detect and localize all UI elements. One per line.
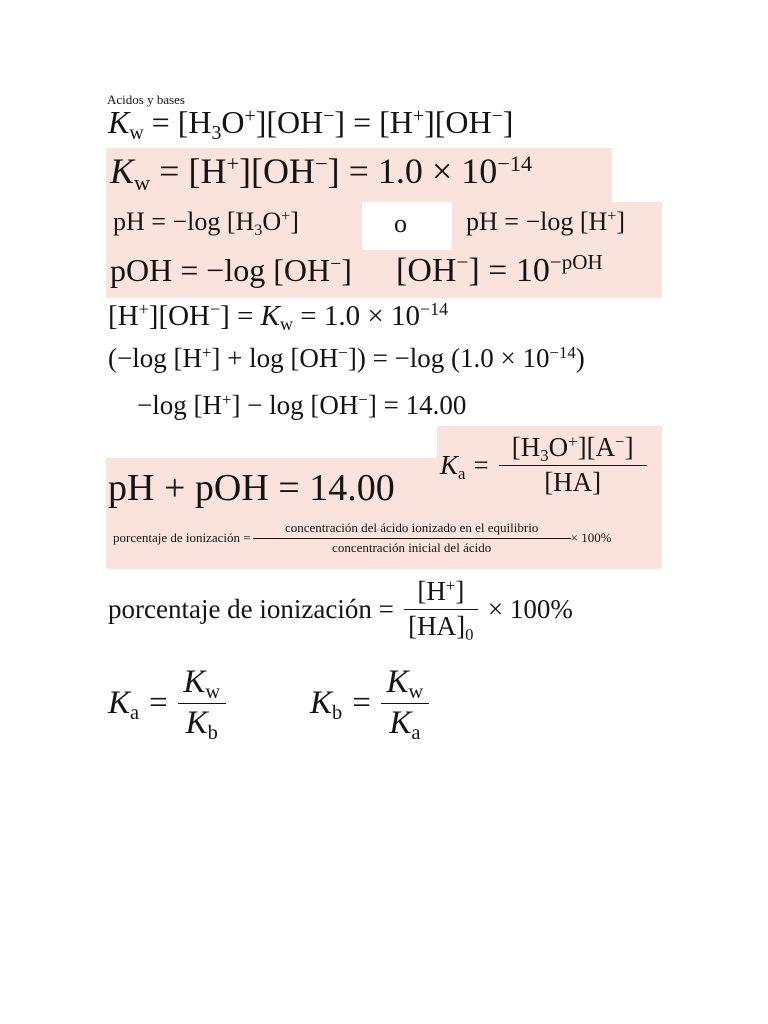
equation-log-sum: −log [H+] − log [OH−] = 14.00 — [137, 389, 467, 420]
equation-log-form: (−log [H+] + log [OH−]) = −log $(1.0 \times 10^{-14})$ — [108, 342, 585, 373]
equation-ph-poh-sum: pH + pOH = 14.00 — [108, 467, 395, 509]
connector-o: o — [394, 209, 407, 238]
equation-percent-ionization-definition: porcentaje de ionización = $\frac{\text{concentración del ácido ionizado en el equilibrio}}{\text{concentración inicial del ácido}}$ × 100% — [113, 520, 612, 555]
equation-ph-h3o: pH = −log $[H_3O^+]$ — [113, 207, 299, 239]
equation-ion-product: $[H^+][OH^-] = K_w = 1.0 \times 10^{-14}$ — [108, 299, 449, 335]
equation-kw-definition: $K_w = [H_3O^+][OH^-] = [H^+][OH^-]$ — [108, 104, 514, 144]
equation-percent-ionization: porcentaje de ionización = $\frac{[H^+]}{[HA]_0}$ × 100% — [108, 575, 573, 645]
equation-ka-from-kb: $K_a$ = $\frac{K_w}{K_b}$ — [108, 664, 226, 742]
equation-kw-value: $K_w = [H^+][OH^-] = 1.0 \times 10^{-14}$ — [110, 150, 533, 195]
page-title: Acidos y bases — [107, 92, 185, 107]
equation-ph-h: pH = −log [H+] — [466, 207, 626, 236]
equation-kb-from-ka: $K_b$ = $\frac{K_w}{K_a}$ — [310, 664, 429, 742]
equation-ka: $K_a$ = $\frac{[H_3O^+][A^-]}{[HA]}$ — [440, 432, 647, 498]
equation-poh: pOH = −log [OH−] — [110, 252, 352, 288]
equation-oh-concentration: $[OH^-] = 10^{-pOH}$ — [396, 250, 603, 289]
